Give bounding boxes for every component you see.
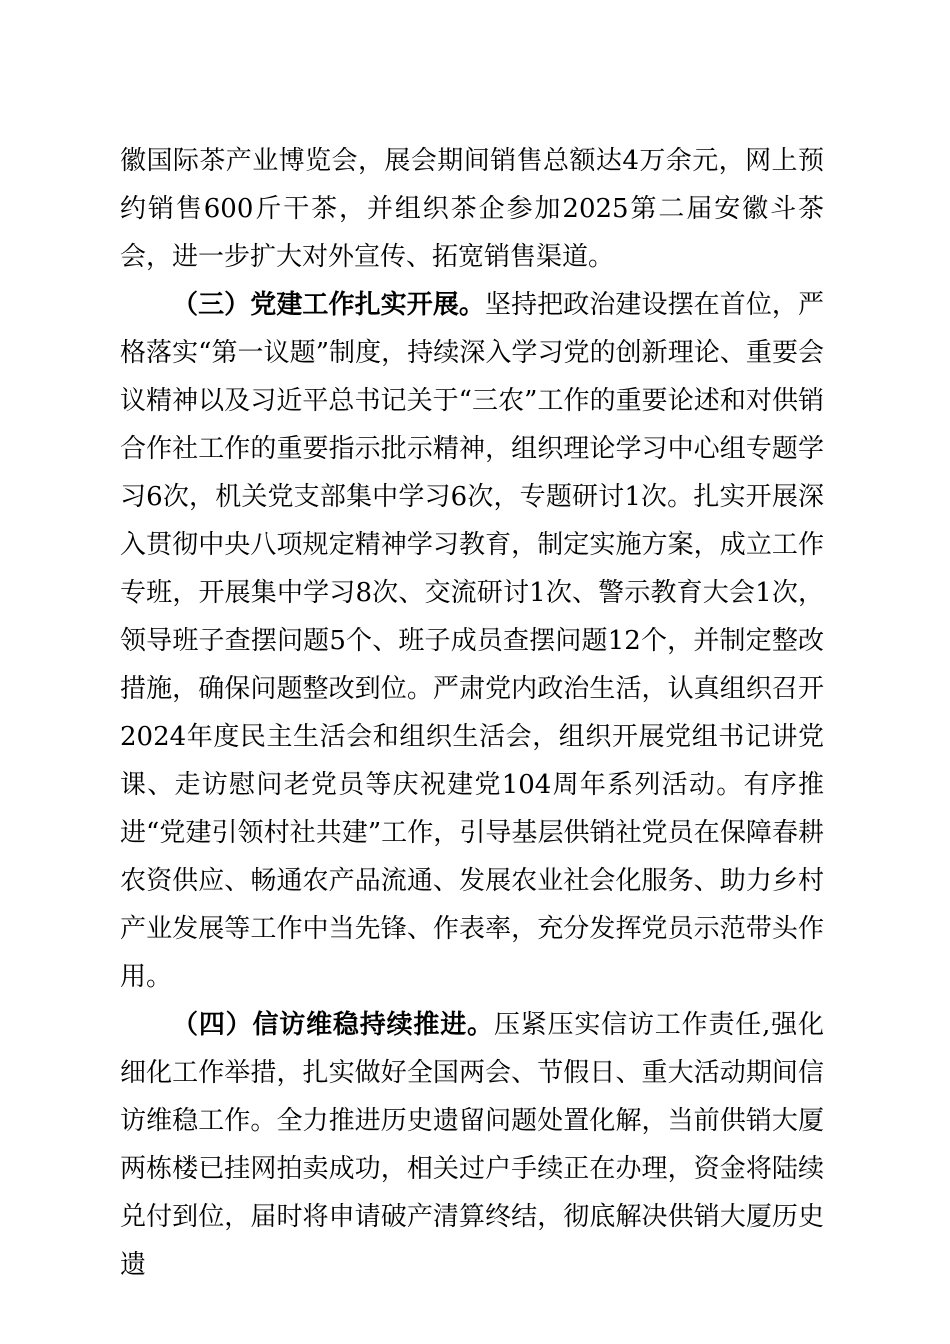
paragraph-text: 压紧压实信访工作责任,强化细化工作举措，扎实做好全国两会、节假日、重大活动期间信访维稳工作。全力推进历史遗留问题处置化解，当前供销大厦两栋楼已挂网拍卖成功，相关过户手续正在办理，资金将陆续兑付到位，届时将申请破产清算终结，彻底解决供销大厦历史遗 bbox=[120, 1010, 824, 1280]
document-body bbox=[120, 137, 824, 1289]
paragraph-party-building bbox=[120, 281, 824, 1001]
paragraph-continuation bbox=[120, 137, 824, 281]
section-heading-party-building: （三）党建工作扎实开展。 bbox=[172, 290, 485, 320]
section-heading-petition-stability: （四）信访维稳持续推进。 bbox=[172, 1010, 494, 1040]
paragraph-text: 徽国际茶产业博览会，展会期间销售总额达4万余元，网上预约销售600斤干茶，并组织茶企参加2025第二届安徽斗茶会，进一步扩大对外宣传、拓宽销售渠道。 bbox=[120, 146, 824, 272]
paragraph-text: 坚持把政治建设摆在首位，严格落实“第一议题”制度，持续深入学习党的创新理论、重要会议精神以及习近平总书记关于“三农”工作的重要论述和对供销合作社工作的重要指示批示精神，组织理论学习中心组专题学习6次，机关党支部集中学习6次，专题研讨1次。扎实开展深入贯彻中央八项规定精神学习教育，制定实施方案，成立工作专班，开展集中学习8次、交流研讨1次、警示教育大会1次，领导班子查摆问题5个、班子成员查摆问题12个，并制定整改措施，确保问题整改到位。严肃党内政治生活，认真组织召开2024年度民主生活会和组织生活会，组织开展党组书记讲党课、走访慰问老党员等庆祝建党104周年系列活动。有序推进“党建引领村社共建”工作，引导基层供销社党员在保障春耕农资供应、畅通农产品流通、发展农业社会化服务、助力乡村产业发展等工作中当先锋、作表率，充分发挥党员示范带头作用。 bbox=[120, 290, 824, 992]
paragraph-petition-stability bbox=[120, 1001, 824, 1289]
